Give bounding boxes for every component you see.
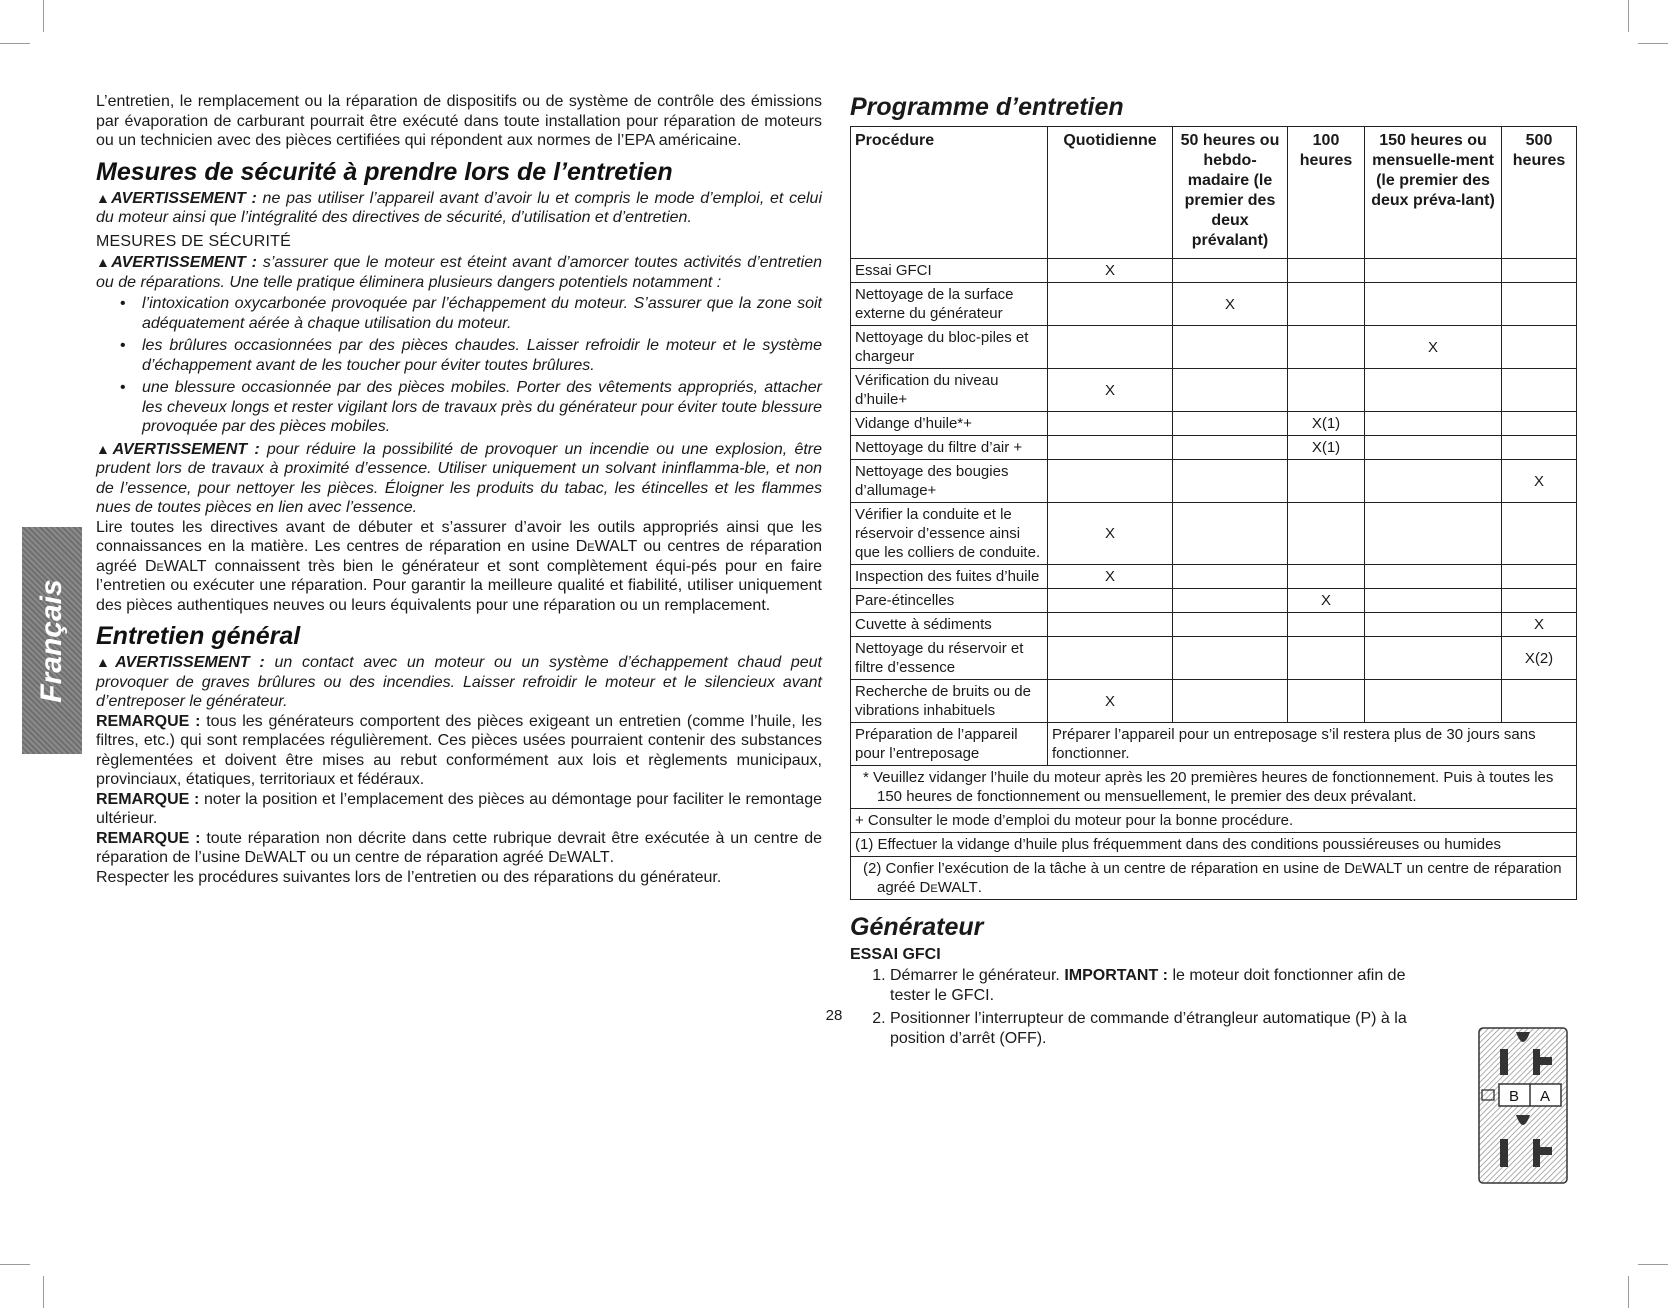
list-item: 1. Démarrer le générateur. IMPORTANT : le moteur doit fonctionner afin de tester le GFCI. bbox=[890, 966, 1430, 1006]
interval-mark-cell bbox=[1288, 460, 1365, 503]
interval-mark-cell bbox=[1502, 436, 1577, 460]
interval-mark-cell bbox=[1048, 589, 1173, 613]
procedure-cell: Cuvette à sédiments bbox=[851, 613, 1048, 637]
table-row bbox=[851, 259, 1577, 283]
interval-mark-cell bbox=[1288, 680, 1365, 723]
procedure-cell: Nettoyage du filtre d’air + bbox=[851, 436, 1048, 460]
table-row bbox=[851, 436, 1577, 460]
warning-triangle-icon: ▲ bbox=[96, 654, 116, 670]
note-paragraph-3: REMARQUE : toute réparation non décrite dans cette rubrique devrait être exécutée à un centre de réparation de l’usine DeWALT ou un centre de réparation agréé DeWALT. bbox=[96, 829, 823, 866]
interval-mark-cell bbox=[1173, 436, 1288, 460]
interval-mark-cell: X bbox=[1288, 589, 1365, 613]
interval-mark-cell bbox=[1173, 589, 1288, 613]
storage-row bbox=[851, 723, 1577, 766]
interval-mark-cell bbox=[1173, 637, 1288, 680]
procedure-cell: Préparation de l’appareil pour l’entreposage bbox=[851, 723, 1048, 766]
interval-mark-cell bbox=[1048, 283, 1173, 326]
crop-mark bbox=[1638, 43, 1668, 44]
column-header: 50 heures ou hebdo-madaire (le premier des deux prévalant) bbox=[1173, 127, 1288, 259]
interval-mark-cell bbox=[1502, 283, 1577, 326]
warning-triangle-icon: ▲ bbox=[96, 254, 112, 270]
maintenance-schedule-table bbox=[850, 126, 1577, 900]
interval-mark-cell: X bbox=[1048, 369, 1173, 412]
column-header: Quotidienne bbox=[1048, 127, 1173, 259]
interval-mark-cell bbox=[1502, 680, 1577, 723]
warning-triangle-icon: ▲ bbox=[96, 440, 113, 457]
table-row bbox=[851, 589, 1577, 613]
interval-mark-cell bbox=[1365, 412, 1502, 436]
generator-section bbox=[850, 912, 1576, 1049]
interval-mark-cell: X bbox=[1048, 503, 1173, 565]
note-row bbox=[851, 833, 1577, 857]
interval-mark-cell bbox=[1365, 637, 1502, 680]
table-header-row bbox=[851, 127, 1577, 259]
interval-mark-cell bbox=[1502, 259, 1577, 283]
interval-mark-cell bbox=[1365, 283, 1502, 326]
table-row bbox=[851, 503, 1577, 565]
note-paragraph-1: REMARQUE : tous les générateurs comportent des pièces exigeant un entretien (comme l’huile, les filtres, etc.) qui sont remplacées régulièrement. Ces pièces usées pourraient contenir des substances règlementées et doivent être mises au rebut conformément aux lois et règlements municipaux, provinciaux, étatiques, territoriaux et fédéraux. bbox=[96, 712, 822, 788]
interval-mark-cell bbox=[1365, 259, 1502, 283]
interval-mark-cell: X bbox=[1048, 259, 1173, 283]
interval-mark-cell bbox=[1365, 369, 1502, 412]
generator-heading: Générateur bbox=[850, 913, 984, 941]
interval-mark-cell: X bbox=[1365, 326, 1502, 369]
interval-mark-cell bbox=[1173, 565, 1288, 589]
interval-mark-cell bbox=[1365, 503, 1502, 565]
warning-paragraph-1: ▲AVERTISSEMENT : ne pas utiliser l’appareil avant d’avoir lu et compris le mode d’emploi, et celui du moteur ainsi que l’intégralité des directives de sécurité, d’utilisation et d’entretien. bbox=[96, 189, 823, 226]
list-item: • une blessure occasionnée par des pièces mobiles. Porter des vêtements appropriés, attacher les cheveux longs et rester vigilant lors de travaux près du générateur pour éviter toute blessure provoquée par des pièces mobiles. bbox=[142, 378, 822, 437]
interval-mark-cell bbox=[1288, 613, 1365, 637]
interval-mark-cell bbox=[1365, 565, 1502, 589]
table-row bbox=[851, 369, 1577, 412]
table-row bbox=[851, 460, 1577, 503]
safety-heading: Mesures de sécurité à prendre lors de l’entretien bbox=[96, 157, 673, 186]
language-side-tab bbox=[22, 527, 82, 754]
interval-mark-cell bbox=[1288, 283, 1365, 326]
list-item: • les brûlures occasionnées par des pièces chaudes. Laisser refroidir le moteur et le système d’échappement avant de les toucher pour éviter toutes brûlures. bbox=[142, 336, 822, 375]
crop-mark bbox=[1628, 1276, 1629, 1308]
interval-mark-cell bbox=[1502, 369, 1577, 412]
general-maintenance-heading: Entretien général bbox=[96, 622, 301, 650]
list-item: • l’intoxication oxycarbonée provoquée par l’échappement du moteur. S’assurer que la zone soit adéquatement aérée à chaque utilisation du moteur. bbox=[142, 294, 822, 333]
procedure-cell: Essai GFCI bbox=[851, 259, 1048, 283]
warning-triangle-icon: ▲ bbox=[96, 189, 112, 206]
interval-mark-cell bbox=[1288, 369, 1365, 412]
button-a-label: A bbox=[1539, 1088, 1551, 1105]
warning-paragraph-2: ▲AVERTISSEMENT : s’assurer que le moteur est éteint avant d’amorcer toutes activités d’entretien ou de réparations. Une telle pratique éliminera plusieurs dangers potentiels notamment : bbox=[96, 254, 823, 291]
table-row bbox=[851, 637, 1577, 680]
interval-mark-cell: X(1) bbox=[1288, 436, 1365, 460]
interval-mark-cell bbox=[1502, 589, 1577, 613]
table-row bbox=[851, 326, 1577, 369]
note-row bbox=[851, 766, 1577, 809]
side-tab-label: Français bbox=[35, 578, 68, 703]
interval-mark-cell: X bbox=[1048, 565, 1173, 589]
crop-mark bbox=[1628, 0, 1629, 32]
crop-mark bbox=[1638, 1264, 1668, 1265]
table-row bbox=[851, 283, 1577, 326]
interval-mark-cell bbox=[1502, 412, 1577, 436]
interval-mark-cell bbox=[1173, 326, 1288, 369]
interval-mark-cell bbox=[1502, 326, 1577, 369]
interval-mark-cell bbox=[1048, 326, 1173, 369]
directives-paragraph: Lire toutes les directives avant de débuter et s’assurer d’avoir les outils appropriés ainsi que les connaissances en la matière. Les centres de réparation en usine DeWALT ou centres de réparation agréé DeWALT connaissent très bien le générateur et sont complètement équi-pés pour en faire l’entretien ou exécuter une réparation. Pour garantir la meilleure qualité et fiabilité, utiliser uniquement des pièces authentiques neuves ou leurs équivalents pour une réparation ou un remplacement. bbox=[96, 518, 823, 614]
table-row bbox=[851, 680, 1577, 723]
procedure-cell: Vérifier la conduite et le réservoir d’essence ainsi que les colliers de conduite. bbox=[851, 503, 1048, 565]
column-header: Procédure bbox=[851, 127, 1048, 259]
outlet-slot-icon bbox=[1500, 1049, 1508, 1075]
list-item: 2. Positionner l’interrupteur de commande d’étrangleur automatique (P) à la position d’arrêt (OFF). bbox=[890, 1009, 1430, 1049]
procedure-cell: Nettoyage du bloc-piles et chargeur bbox=[851, 326, 1048, 369]
table-row bbox=[851, 412, 1577, 436]
column-header: 100 heures bbox=[1288, 127, 1365, 259]
crop-mark bbox=[0, 1264, 30, 1265]
interval-mark-cell bbox=[1288, 503, 1365, 565]
procedure-cell: Nettoyage du réservoir et filtre d’essence bbox=[851, 637, 1048, 680]
note-2: (2) Confier l’exécution de la tâche à un centre de réparation en usine de DeWALT un centre de réparation agréé DeWALT. bbox=[851, 857, 1577, 900]
note-star: * Veuillez vidanger l’huile du moteur après les 20 premières heures de fonctionnement. Puis à toutes les 150 heures de fonctionnement ou mensuellement, le premier des deux prévalant. bbox=[851, 766, 1577, 809]
table-body bbox=[851, 259, 1577, 723]
interval-mark-cell bbox=[1173, 369, 1288, 412]
interval-mark-cell bbox=[1288, 326, 1365, 369]
interval-mark-cell bbox=[1173, 503, 1288, 565]
table-row bbox=[851, 613, 1577, 637]
interval-mark-cell bbox=[1502, 503, 1577, 565]
crop-mark bbox=[0, 43, 30, 44]
interval-mark-cell bbox=[1048, 613, 1173, 637]
procedure-cell: Vidange d’huile*+ bbox=[851, 412, 1048, 436]
warning-paragraph-3: ▲AVERTISSEMENT : pour réduire la possibilité de provoquer un incendie ou une explosion, être prudent lors de travaux à proximité d’essence. Utiliser uniquement un solvant ininflamma-ble, et non de l’essence, pour nettoyer les pièces. Éloigner les produits du tabac, les étincelles et les flammes nues de toutes pièces en lien avec l’essence. bbox=[96, 440, 823, 516]
note-plus: + Consulter le mode d’emploi du moteur pour la bonne procédure. bbox=[851, 809, 1577, 833]
note-paragraph-2: REMARQUE : noter la position et l’emplacement des pièces au démontage pour faciliter le remontage ultérieur. bbox=[96, 790, 822, 827]
procedure-cell: Recherche de bruits ou de vibrations inhabituels bbox=[851, 680, 1048, 723]
interval-mark-cell bbox=[1048, 436, 1173, 460]
procedure-cell: Nettoyage de la surface externe du générateur bbox=[851, 283, 1048, 326]
right-column bbox=[850, 92, 1576, 1052]
outlet-slot-icon bbox=[1500, 1139, 1508, 1167]
column-header: 150 heures ou mensuelle-ment (le premier des deux préva-lant) bbox=[1365, 127, 1502, 259]
interval-mark-cell: X bbox=[1173, 283, 1288, 326]
procedure-cell: Inspection des fuites d’huile bbox=[851, 565, 1048, 589]
warning-paragraph-4: ▲AVERTISSEMENT : un contact avec un moteur ou un système d’échappement chaud peut provoquer de graves brûlures ou des incendies. Laisser refroidir le moteur et le silencieux avant d’entreposer le générateur. bbox=[96, 654, 823, 710]
procedure-cell: Vérification du niveau d’huile+ bbox=[851, 369, 1048, 412]
safety-subheading: MESURES DE SÉCURITÉ bbox=[96, 232, 291, 250]
storage-text-cell: Préparer l’appareil pour un entreposage s’il restera plus de 30 jours sans fonctionner. bbox=[1048, 723, 1577, 766]
interval-mark-cell bbox=[1173, 259, 1288, 283]
crop-mark bbox=[43, 0, 44, 32]
note-1: (1) Effectuer la vidange d’huile plus fréquemment dans des conditions poussiéreuses ou humides bbox=[851, 833, 1577, 857]
note-row bbox=[851, 857, 1577, 900]
interval-mark-cell bbox=[1173, 613, 1288, 637]
interval-mark-cell bbox=[1173, 460, 1288, 503]
interval-mark-cell bbox=[1365, 589, 1502, 613]
interval-mark-cell bbox=[1365, 436, 1502, 460]
interval-mark-cell: X bbox=[1502, 460, 1577, 503]
interval-mark-cell bbox=[1288, 565, 1365, 589]
left-column bbox=[96, 92, 822, 887]
column-header: 500 heures bbox=[1502, 127, 1577, 259]
interval-mark-cell bbox=[1288, 259, 1365, 283]
procedure-cell: Nettoyage des bougies d’allumage+ bbox=[851, 460, 1048, 503]
hazard-list bbox=[96, 294, 822, 437]
button-b-label: B bbox=[1508, 1088, 1520, 1105]
interval-mark-cell: X(2) bbox=[1502, 637, 1577, 680]
interval-mark-cell bbox=[1048, 637, 1173, 680]
interval-mark-cell bbox=[1288, 637, 1365, 680]
interval-mark-cell bbox=[1365, 613, 1502, 637]
table-row bbox=[851, 565, 1577, 589]
interval-mark-cell bbox=[1365, 680, 1502, 723]
interval-mark-cell bbox=[1173, 412, 1288, 436]
gfci-test-subheading: ESSAI GFCI bbox=[850, 946, 941, 963]
interval-mark-cell: X bbox=[1502, 613, 1577, 637]
interval-mark-cell bbox=[1048, 412, 1173, 436]
interval-mark-cell: X(1) bbox=[1288, 412, 1365, 436]
interval-mark-cell: X bbox=[1048, 680, 1173, 723]
closing-paragraph: Respecter les procédures suivantes lors de l’entretien ou des réparations du générateur. bbox=[96, 868, 722, 886]
procedure-cell: Pare-étincelles bbox=[851, 589, 1048, 613]
interval-mark-cell bbox=[1173, 680, 1288, 723]
interval-mark-cell bbox=[1365, 460, 1502, 503]
note-row bbox=[851, 809, 1577, 833]
crop-mark bbox=[43, 1276, 44, 1308]
intro-paragraph: L’entretien, le remplacement ou la réparation de dispositifs ou de système de contrôle des émissions par évaporation de carburant pourrait être exécuté dans toute installation pour réparation de moteurs ou un technicien avec des pièces certifiées qui répondent aux normes de l’EPA américaine. bbox=[96, 93, 822, 149]
interval-mark-cell bbox=[1502, 565, 1577, 589]
interval-mark-cell bbox=[1048, 460, 1173, 503]
page-number: 28 bbox=[825, 1007, 843, 1024]
gfci-outlet-illustration bbox=[1478, 1027, 1568, 1184]
schedule-heading: Programme d’entretien bbox=[850, 93, 1124, 121]
